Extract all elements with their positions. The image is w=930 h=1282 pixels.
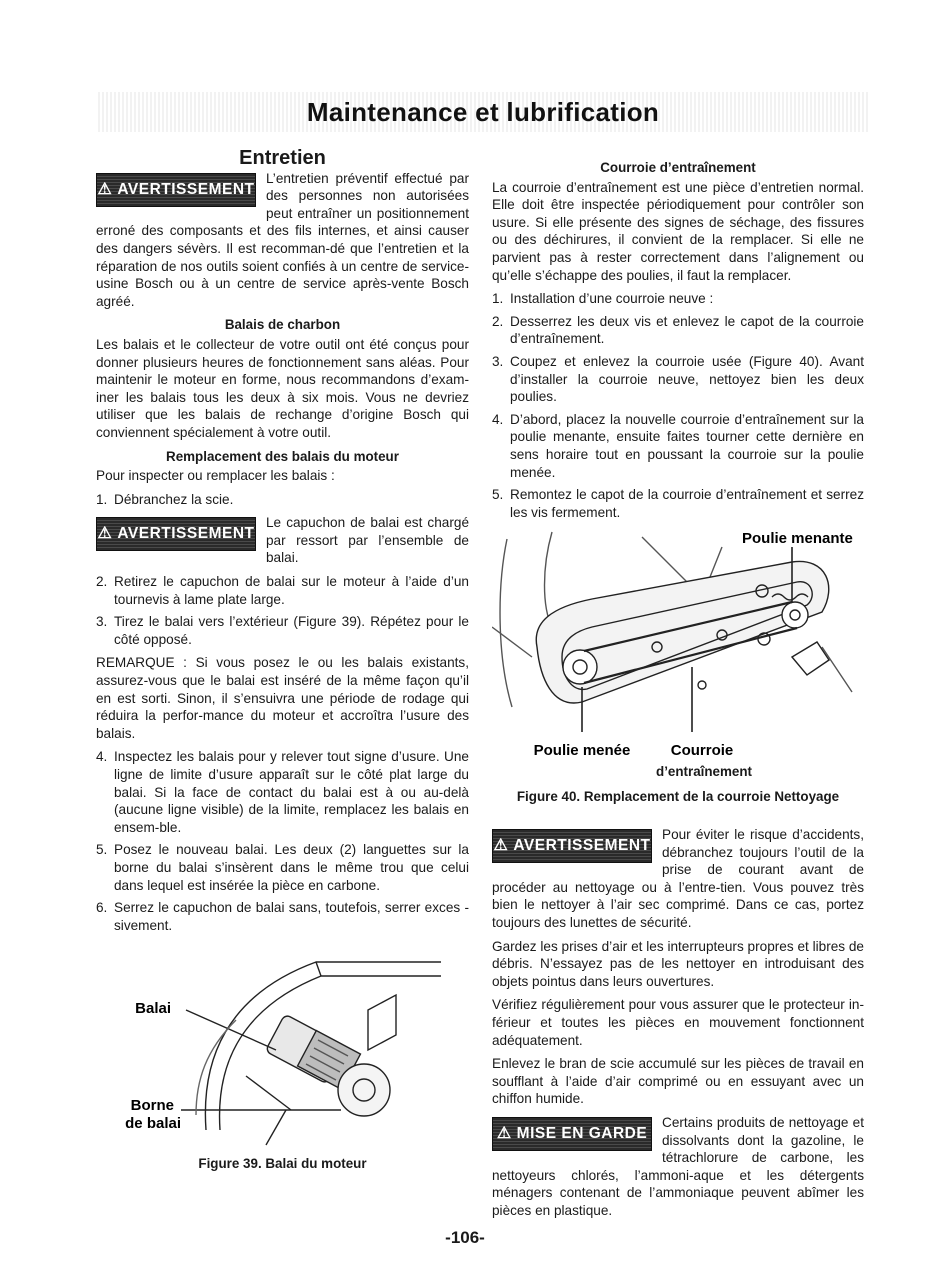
cleaning-paragraph-2: Vérifiez régulièrement pour vous assurer que le protecteur in-férieur et toutes les pièces en mouvement fonctionnent adéquatement. [492, 997, 864, 1048]
warning-block-3 [492, 826, 864, 932]
list-item: 2. Retirez le capuchon de balai sur le moteur à l’aide d’un tournevis à lame plate large. [96, 574, 469, 607]
warning-triangle-icon: ⚠ [493, 837, 509, 855]
brushes-heading: Balais de charbon [224, 317, 341, 333]
list-item: 1. Installation d’une courroie neuve : [492, 291, 714, 307]
caution-badge: ⚠ MISE EN GARDE [492, 1117, 652, 1151]
warning-triangle-icon: ⚠ [97, 180, 113, 198]
section-banner [98, 92, 868, 132]
terminal-label-1: Borne [130, 1097, 174, 1115]
drive-pulley-label: Poulie menante [742, 530, 853, 548]
list-item: 3. Tirez le balai vers l’extérieur (Figure 39). Répétez pour le côté opposé. [96, 614, 469, 647]
figure-40-caption: Figure 40. Remplacement de la courroie Nettoyage [516, 789, 840, 805]
cleaning-paragraph-3: Enlevez le bran de scie accumulé sur les pièces de travail en soufflant à l’aide d’air comprimé ou en essuyant avec un chiffon humide. [492, 1056, 864, 1107]
belt-heading: Courroie d’entraînement [600, 160, 756, 175]
terminal-label-2: de balai [125, 1115, 181, 1133]
list-item: 5. Posez le nouveau balai. Les deux (2) languettes sur la borne du balai s’insèrent dans le même trou que celui dans lequel est insérée la pièce en carbone. [96, 842, 469, 893]
figure-39 [96, 940, 469, 1172]
warning-text: Le capuchon de balai est chargé par ressort par l’ensemble de balai. [266, 515, 469, 566]
list-item: 3. Coupez et enlevez la courroie usée (Figure 40). Avant d’installer la courroie neuve, nettoyez bien les deux poulies. [492, 353, 864, 405]
replace-heading: Remplacement des balais du moteur [166, 448, 399, 464]
list-item: 4. Inspectez les balais pour y relever tout signe d’usure. Une ligne de limite d’usure apparaît sur le côté plat large du balai. Si la face de contact du balai est à ou au-delà (aucune ligne visible) de la limite, remplacez les balais en ensem-ble. [96, 749, 469, 835]
list-item: 1. Débranchez la scie. [96, 491, 234, 507]
figure-39-caption: Figure 39. Balai du moteur [198, 1155, 367, 1171]
driven-pulley-label: Poulie menée [533, 742, 631, 760]
left-column [96, 147, 469, 1173]
brushes-paragraph: Les balais et le collecteur de votre outil ont été conçus pour donner plusieurs heures de fonctionnement sans aléas. Pour maintenir le moteur en forme, nous recommandons d’exam-iner les balais tous les deux à six mois. Vous ne devriez utiliser que les balais de rechange d’origine Bosch qui conviennent spécialement à votre outil. [96, 336, 469, 440]
remark-paragraph: REMARQUE : Si vous posez le ou les balais existants, assurez-vous que le balai est inséré de la même façon qu’il en est sorti. Sinon, il s’ensuivra une période de rodage qui réduira la perfor-mance du moteur et accroîtra l’usure des balais. [96, 655, 469, 741]
list-item: 5. Remontez le capot de la courroie d’entraînement et serrez les vis fermement. [492, 487, 864, 520]
warning-text: Pour éviter le risque d’accidents, débranchez toujours l’outil de la prise de courant avant de procéder au nettoyage ou à l’entre-tien. Vous pouvez très bien le nettoyer à l’air sec comprimé. Dans ce cas, portez toujours des lunettes de sécurité. [492, 827, 864, 931]
belt-illustration [492, 527, 864, 762]
warning-triangle-icon: ⚠ [97, 525, 113, 543]
brush-label: Balai [135, 1000, 171, 1018]
figure-40 [492, 527, 864, 806]
belt-label-2: d’entraînement [656, 763, 752, 779]
list-item: 4. D’abord, placez la nouvelle courroie d’entraînement sur la poulie menante, ensuite faites tourner cette dernière en sens horaire tout en poussant la courroie sur la poulie menée. [492, 411, 864, 480]
warning-badge: ⚠ AVERTISSEMENT [96, 173, 256, 207]
warning-triangle-icon: ⚠ [496, 1125, 512, 1143]
right-column [492, 157, 864, 1226]
belt-paragraph: La courroie d’entraînement est une pièce d’entretien normal. Elle doit être inspectée périodiquement pour contrôler son usure. Si elle présente des signes de séchage, des fissures ou des déchirures, il convient de la remplacer. Si elle ne parvient pas à rester correctement dans l’alignement ou qu’elle s’échappe des poulies, il faut la remplacer. [492, 179, 864, 283]
cleaning-paragraph-1: Gardez les prises d’air et les interrupteurs propres et libres de débris. N’essayez pas de les nettoyer en introduisant des objets pointus dans leurs ouvertures. [492, 938, 864, 989]
steps-list [96, 491, 469, 509]
list-item: 2. Desserrez les deux vis et enlevez le capot de la courroie d’entraînement. [492, 313, 864, 347]
steps-list [492, 290, 864, 521]
warning-badge: ⚠ AVERTISSEMENT [492, 829, 652, 863]
warning-block-1 [96, 170, 469, 311]
steps-list [96, 748, 469, 934]
warning-block-2 [96, 514, 469, 567]
list-item: 6. Serrez le capuchon de balai sans, toutefois, serrer exces - sivement. [96, 900, 469, 933]
page-number: -106- [445, 1228, 485, 1247]
steps-list [96, 573, 469, 648]
belt-label-1: Courroie [670, 742, 734, 760]
replace-intro: Pour inspecter ou remplacer les balais : [96, 468, 335, 484]
section-title: Maintenance et lubrification [306, 96, 660, 127]
warning-badge: ⚠ AVERTISSEMENT [96, 517, 256, 551]
caution-text: Certains produits de nettoyage et dissolvants dont la gazoline, le tétrachlorure de carbone, les nettoyeurs chlorés, l’ammoni-aque et les détergents ménagers contenant de l’ammoniaque peuvent abîmer les pièces en plastique. [492, 1114, 864, 1218]
brush-illustration [96, 940, 469, 1150]
entretien-heading: Entretien [239, 147, 326, 169]
caution-block [492, 1114, 864, 1220]
warning-text: L’entretien préventif effectué par des personnes non autorisées peut entraîner un positionnement erroné des composants et des fils internes, et ainsi causer des dangers sévèrs. Il est recomman-dé que l’entretien et la réparation de nos outils soient confiés à un centre de service-usine Bosch ou à un centre de service après-vente Bosch agréé. [96, 170, 469, 309]
